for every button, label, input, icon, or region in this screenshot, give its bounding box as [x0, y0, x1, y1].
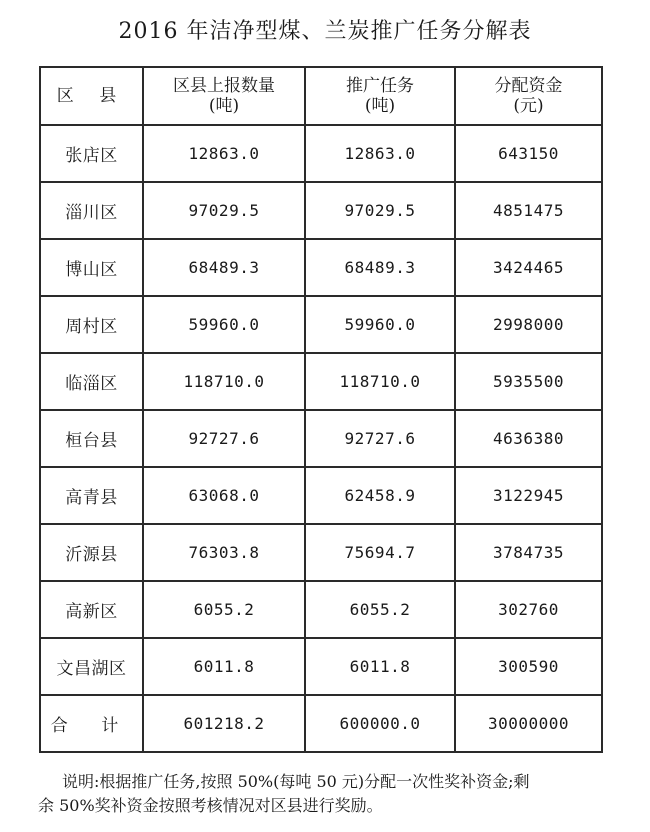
- note-line-2: 余 50%奖补资金按照考核情况对区县进行奖励。: [38, 796, 383, 815]
- reported-quantity: 76303.8: [143, 524, 305, 581]
- table-row: [40, 467, 602, 524]
- reported-quantity: 63068.0: [143, 467, 305, 524]
- explanatory-note: [38, 770, 614, 818]
- promotion-task: 68489.3: [305, 239, 455, 296]
- promotion-task: 75694.7: [305, 524, 455, 581]
- promotion-task: 118710.0: [305, 353, 455, 410]
- reported-quantity: 68489.3: [143, 239, 305, 296]
- county-name: 淄川区: [40, 182, 143, 239]
- total-allocated-funds: 30000000: [455, 695, 602, 752]
- promotion-task: 97029.5: [305, 182, 455, 239]
- county-name: 高青县: [40, 467, 143, 524]
- header-allocated-funds: [455, 67, 602, 125]
- allocated-funds: 3424465: [455, 239, 602, 296]
- table-row: [40, 581, 602, 638]
- header-promotion-task: [305, 67, 455, 125]
- note-line-1: 说明:根据推广任务,按照 50%(每吨 50 元)分配一次性奖补资金;剩: [62, 772, 530, 791]
- document-title: 2016 年洁净型煤、兰炭推广任务分解表: [118, 19, 532, 44]
- task-allocation-table: [39, 66, 603, 753]
- promotion-task: 59960.0: [305, 296, 455, 353]
- county-name: 高新区: [40, 581, 143, 638]
- allocated-funds: 300590: [455, 638, 602, 695]
- table-header-row: [40, 67, 602, 125]
- allocated-funds: 302760: [455, 581, 602, 638]
- total-promotion-task: 600000.0: [305, 695, 455, 752]
- allocated-funds: 4636380: [455, 410, 602, 467]
- reported-quantity: 12863.0: [143, 125, 305, 182]
- promotion-task: 92727.6: [305, 410, 455, 467]
- promotion-task: 6055.2: [305, 581, 455, 638]
- county-name: 临淄区: [40, 353, 143, 410]
- reported-quantity: 118710.0: [143, 353, 305, 410]
- total-reported-quantity: 601218.2: [143, 695, 305, 752]
- table-row: [40, 239, 602, 296]
- allocated-funds: 643150: [455, 125, 602, 182]
- promotion-task: 62458.9: [305, 467, 455, 524]
- table-row: [40, 638, 602, 695]
- county-name: 张店区: [40, 125, 143, 182]
- header-reported-quantity: [143, 67, 305, 125]
- table-row: [40, 125, 602, 182]
- header-reported-label: 区县上报数量: [173, 76, 275, 96]
- promotion-task: 6011.8: [305, 638, 455, 695]
- header-task-label: 推广任务: [346, 76, 414, 96]
- allocated-funds: 3122945: [455, 467, 602, 524]
- header-funds-label: 分配资金: [494, 76, 563, 96]
- header-task-unit: (吨): [364, 96, 396, 116]
- promotion-task: 12863.0: [305, 125, 455, 182]
- county-name: 文昌湖区: [40, 638, 143, 695]
- county-name: 周村区: [40, 296, 143, 353]
- allocated-funds: 4851475: [455, 182, 602, 239]
- table-row: [40, 410, 602, 467]
- reported-quantity: 92727.6: [143, 410, 305, 467]
- reported-quantity: 97029.5: [143, 182, 305, 239]
- header-funds-unit: (元): [513, 96, 544, 116]
- reported-quantity: 6055.2: [143, 581, 305, 638]
- allocated-funds: 2998000: [455, 296, 602, 353]
- header-reported-unit: (吨): [208, 96, 240, 116]
- total-row: [40, 695, 602, 752]
- county-name: 桓台县: [40, 410, 143, 467]
- total-label: 合 计: [40, 695, 143, 752]
- reported-quantity: 6011.8: [143, 638, 305, 695]
- table-row: [40, 182, 602, 239]
- header-county: 区 县: [40, 67, 143, 125]
- reported-quantity: 59960.0: [143, 296, 305, 353]
- table-row: [40, 353, 602, 410]
- county-name: 沂源县: [40, 524, 143, 581]
- table-row: [40, 296, 602, 353]
- table-row: [40, 524, 602, 581]
- allocated-funds: 5935500: [455, 353, 602, 410]
- county-name: 博山区: [40, 239, 143, 296]
- allocated-funds: 3784735: [455, 524, 602, 581]
